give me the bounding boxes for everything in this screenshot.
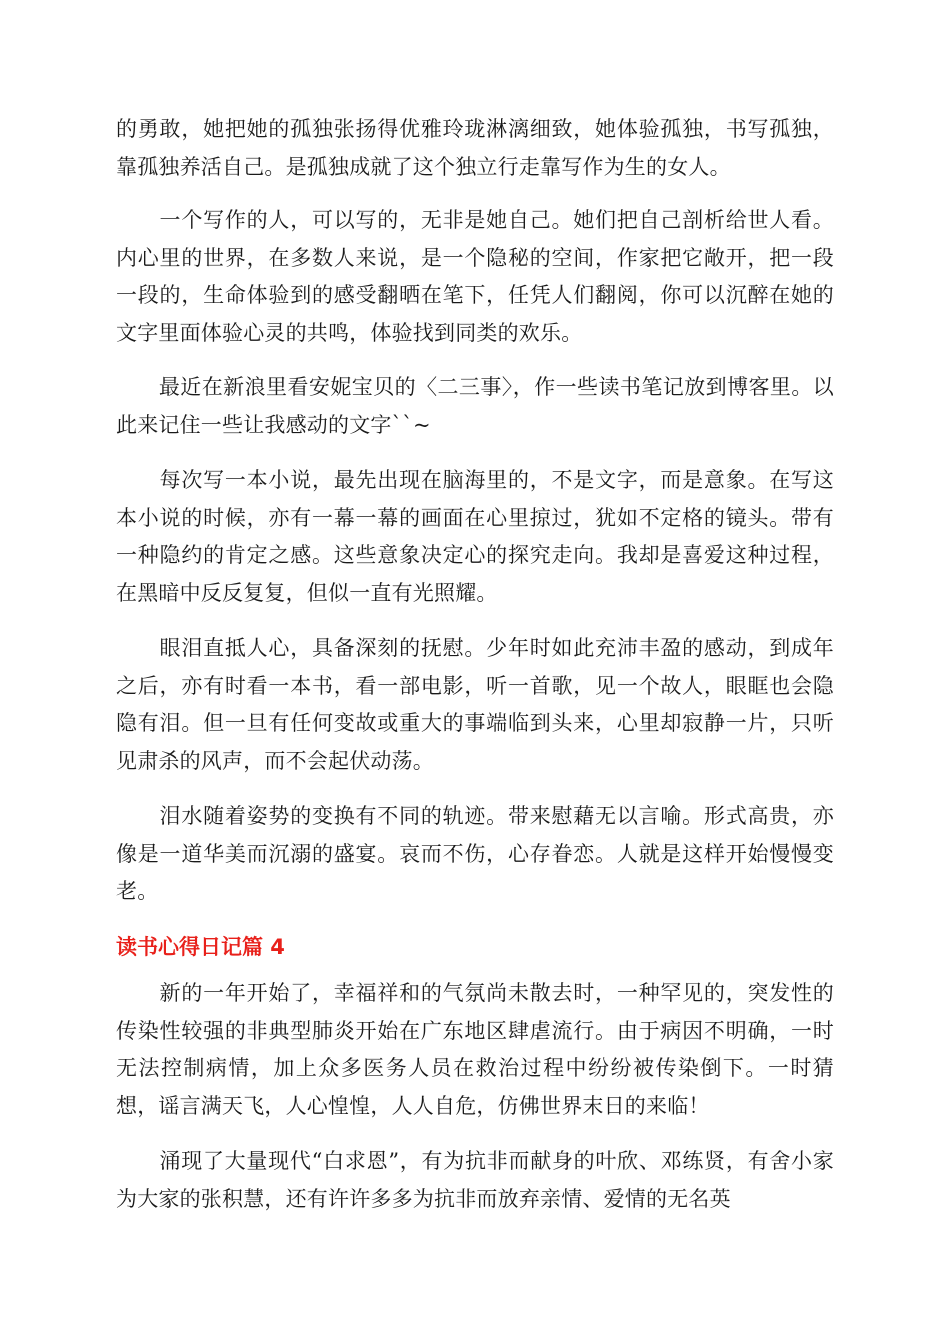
paragraph-5: 眼泪直抵人心，具备深刻的抚慰。少年时如此充沛丰盈的感动，到成年之后，亦有时看一本书，看一部电影，听一首歌，见一个故人，眼眶也会隐隐有泪。但一旦有任何变故或重大的事端临到头来，心里却寂静一片，只听见肃杀的风声，而不会起伏动荡。 <box>116 636 834 773</box>
paragraph-6: 泪水随着姿势的变换有不同的轨迹。带来慰藉无以言喻。形式高贵，亦像是一道华美而沉溺的盛宴。哀而不伤，心存眷恋。人就是这样开始慢慢变老。 <box>116 804 834 903</box>
paragraph-1: 的勇敢，她把她的孤独张扬得优雅玲珑淋漓细致，她体验孤独，书写孤独，靠孤独养活自己。是孤独成就了这个独立行走靠写作为生的女人。 <box>116 117 834 179</box>
paragraph-2: 一个写作的人，可以写的，无非是她自己。她们把自己剖析给世人看。内心里的世界，在多数人来说，是一个隐秘的空间，作家把它敞开，把一段一段的，生命体验到的感受翻晒在笔下，任凭人们翻阅，你可以沉醉在她的文字里面体验心灵的共鸣，体验找到同类的欢乐。 <box>116 208 834 345</box>
section-heading: 读书心得日记篇 4 <box>116 935 285 959</box>
paragraph-3: 最近在新浪里看安妮宝贝的〈二三事〉，作一些读书笔记放到博客里。以此来记住一些让我感动的文字``~ <box>116 375 834 437</box>
paragraph-7: 新的一年开始了，幸福祥和的气氛尚未散去时，一种罕见的，突发性的传染性较强的非典型肺炎开始在广东地区肆虐流行。由于病因不明确，一时无法控制病情，加上众多医务人员在救治过程中纷纷被传染倒下。一时猜想，谣言满天飞，人心惶惶，人人自危，仿佛世界末日的来临！ <box>116 981 834 1118</box>
paragraph-4: 每次写一本小说，最先出现在脑海里的，不是文字，而是意象。在写这本小说的时候，亦有一幕一幕的画面在心里掠过，犹如不定格的镜头。带有一种隐约的肯定之感。这些意象决定心的探究走向。我却是喜爱这种过程，在黑暗中反反复复，但似一直有光照耀。 <box>116 468 834 605</box>
paragraph-8: 涌现了大量现代“白求恩”，有为抗非而献身的叶欣、邓练贤，有舍小家为大家的张积慧，还有许许多多为抗非而放弃亲情、爱情的无名英 <box>116 1149 834 1211</box>
